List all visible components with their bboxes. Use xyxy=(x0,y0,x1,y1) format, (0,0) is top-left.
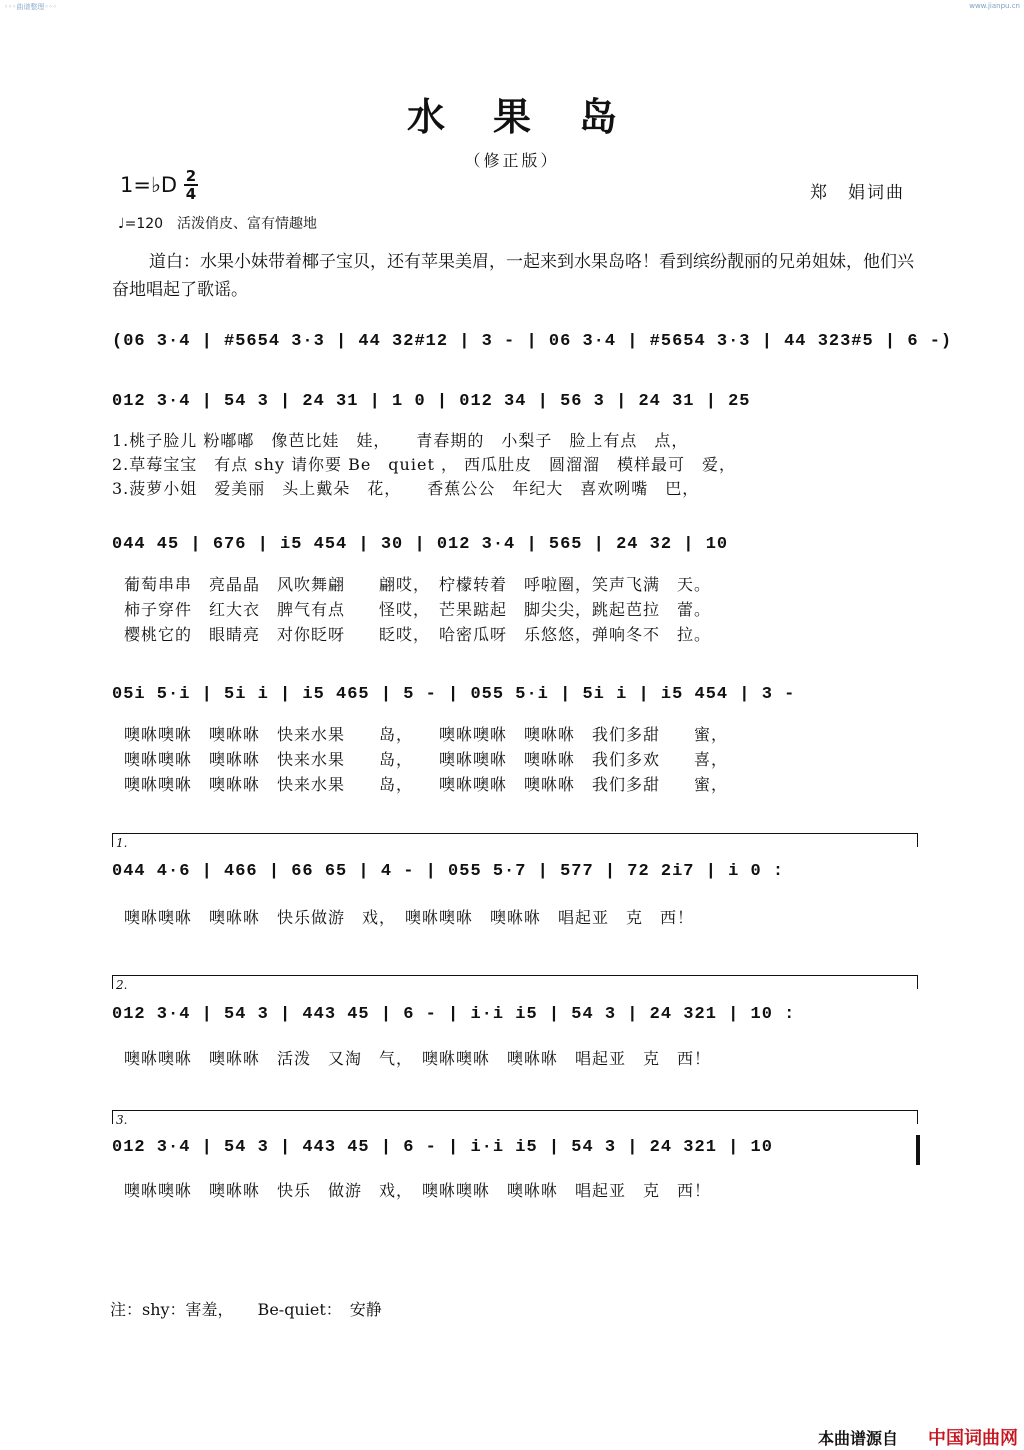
corner-watermark-left: ◦◦◦曲谱整理◦◦◦ xyxy=(4,3,57,11)
source-site-logo[interactable]: 中国词曲网 xyxy=(928,1428,1018,1449)
tempo-marking: ♩=120 活泼俏皮、富有情趣地 xyxy=(118,216,318,232)
lyric-line: 噢咻噢咻 噢咻咻 快来水果 岛， 噢咻噢咻 噢咻咻 我们多欢 喜， xyxy=(124,750,729,769)
lyric-line: 噢咻噢咻 噢咻咻 快来水果 岛， 噢咻噢咻 噢咻咻 我们多甜 蜜， xyxy=(124,725,729,744)
lyric-line: 2.草莓宝宝 有点 shy 请你要 Be quiet ， 西瓜肚皮 圆溜溜 模样最可 爱， xyxy=(112,455,737,474)
notation-row-2: 012 3·4 | 54 3 | 24 31 | 1 0 | 012 34 | 56 3 | 24 31 | 25 xyxy=(112,392,751,411)
volta-bracket-right xyxy=(917,833,918,847)
volta-bracket xyxy=(112,975,918,976)
composer-credit: 郑 娟词曲 xyxy=(810,183,905,203)
lyric-line: 葡萄串串 亮晶晶 风吹舞翩 翩哎， 柠檬转着 呼啦圈，笑声飞满 天。 xyxy=(124,575,712,594)
lyric-line: 噢咻噢咻 噢咻咻 快乐做游 戏， 噢咻噢咻 噢咻咻 唱起亚 克 西！ xyxy=(124,908,695,927)
meter-top: 2 xyxy=(185,167,197,185)
dialogue-text: 道白：水果小妹带着椰子宝贝，还有苹果美眉，一起来到水果岛咯！看到缤纷靓丽的兄弟姐妹，他们兴奋地唱起了歌谣。 xyxy=(112,252,914,300)
volta-number: 2. xyxy=(116,978,128,992)
lyric-line: 噢咻噢咻 噢咻咻 快来水果 岛， 噢咻噢咻 噢咻咻 我们多甜 蜜， xyxy=(124,775,729,794)
volta-number: 1. xyxy=(116,836,128,850)
lyric-line: 噢咻噢咻 噢咻咻 活泼 又淘 气， 噢咻噢咻 噢咻咻 唱起亚 克 西！ xyxy=(124,1049,712,1068)
final-barline xyxy=(916,1135,920,1165)
volta-bracket xyxy=(112,833,918,834)
volta-bracket-left xyxy=(112,833,113,847)
notation-row-5: 044 4·6 | 466 | 66 65 | 4 - | 055 5·7 | 577 | 72 2i7 | i 0 : xyxy=(112,862,785,881)
time-signature xyxy=(184,169,198,201)
notation-row-1: (06 3·4 | #5654 3·3 | 44 32#12 | 3 - | 06 3·4 | #5654 3·3 | 44 323#5 | 6 -) xyxy=(112,332,953,351)
volta-bracket-left xyxy=(112,1110,113,1124)
song-subtitle: （修正版） xyxy=(464,151,560,170)
corner-watermark-right: www.jianpu.cn xyxy=(969,2,1020,10)
volta-bracket-left xyxy=(112,975,113,989)
notation-row-6: 012 3·4 | 54 3 | 443 45 | 6 - | i·i i5 | 54 3 | 24 321 | 10 : xyxy=(112,1005,796,1024)
volta-number: 3. xyxy=(116,1113,128,1127)
meter-bottom: 4 xyxy=(185,185,197,203)
lyric-line: 噢咻噢咻 噢咻咻 快乐 做游 戏， 噢咻噢咻 噢咻咻 唱起亚 克 西！ xyxy=(124,1181,712,1200)
lyric-line: 柿子穿件 红大衣 脾气有点 怪哎， 芒果踮起 脚尖尖，跳起芭拉 蕾。 xyxy=(124,600,712,619)
key-signature: 1=♭D xyxy=(120,173,178,197)
source-label: 本曲谱源自 xyxy=(818,1429,899,1448)
lyric-line: 3.菠萝小姐 爱美丽 头上戴朵 花， 香蕉公公 年纪大 喜欢咧嘴 巴， xyxy=(112,479,700,498)
lyric-line: 1.桃子脸儿 粉嘟嘟 像芭比娃 娃， 青春期的 小梨子 脸上有点 点， xyxy=(112,431,689,450)
lyric-line: 樱桃它的 眼睛亮 对你眨呀 眨哎， 哈密瓜呀 乐悠悠，弹响冬不 拉。 xyxy=(124,625,712,644)
volta-bracket-right xyxy=(917,975,918,989)
footnote: 注：shy：害羞， Be-quiet： 安静 xyxy=(110,1300,382,1319)
song-title: 水果岛 xyxy=(406,94,665,139)
notation-row-7: 012 3·4 | 54 3 | 443 45 | 6 - | i·i i5 | 54 3 | 24 321 | 10 xyxy=(112,1138,773,1157)
volta-bracket xyxy=(112,1110,918,1111)
volta-bracket-right xyxy=(917,1110,918,1124)
notation-row-4: 05i 5·i | 5i i | i5 465 | 5 - | 055 5·i | 5i i | i5 454 | 3 - xyxy=(112,685,796,704)
notation-row-3: 044 45 | 676 | i5 454 | 30 | 012 3·4 | 565 | 24 32 | 10 xyxy=(112,535,729,554)
